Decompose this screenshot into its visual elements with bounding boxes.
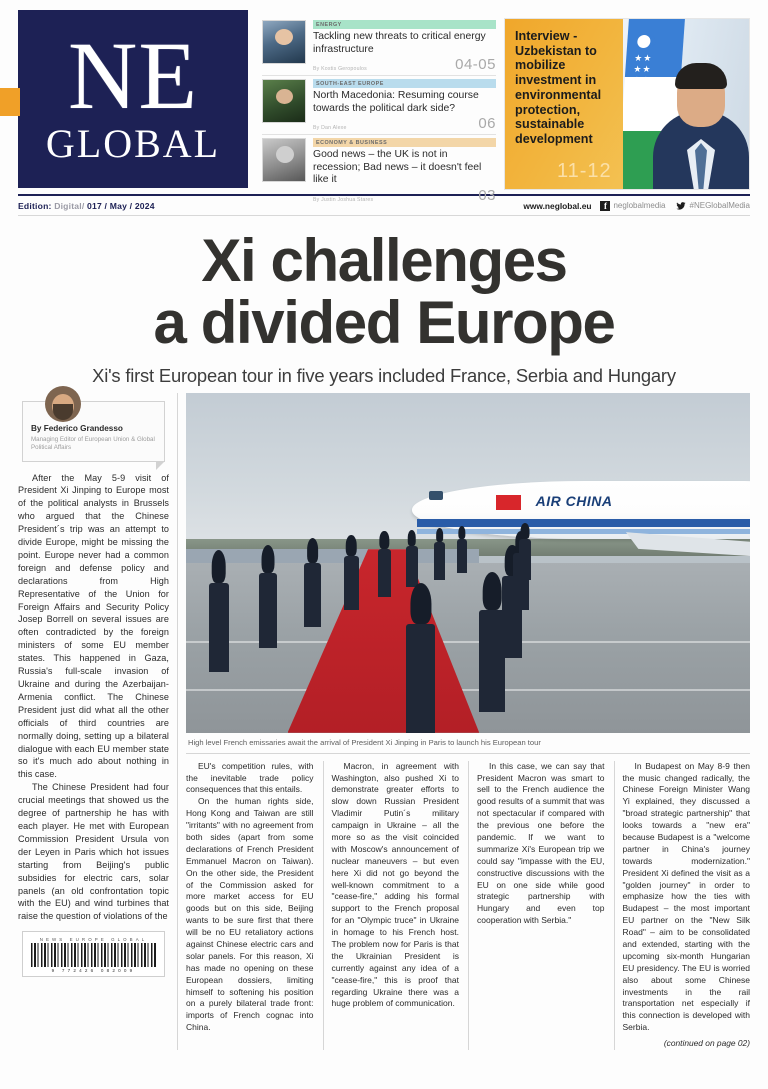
facebook-link[interactable]: [600, 201, 665, 211]
masthead-ne: NE: [68, 21, 198, 129]
article-paragraph: EU's competition rules, with the inevitable trade policy consequences that this entails.: [186, 760, 314, 795]
article-lower-columns: [186, 754, 750, 1050]
teaser-category-bar: [313, 138, 496, 147]
lead-photo: [186, 393, 750, 733]
edition-issue: 017 / May / 2024: [87, 200, 155, 211]
honor-guard: [434, 542, 445, 579]
promo-text-panel: [505, 19, 623, 189]
teaser-page-number: 04-05: [455, 56, 496, 74]
airplane-stripe-light: [417, 529, 750, 534]
avatar-beard: [53, 404, 73, 420]
main-content: [0, 393, 768, 1050]
website-link[interactable]: www.neglobal.eu: [523, 200, 592, 211]
teaser-category-bar: [313, 79, 496, 88]
teaser-byline: By Kostis Geropoulos: [313, 66, 367, 73]
page-headline: [0, 216, 768, 355]
article-column-4: [468, 761, 605, 1050]
barcode-number: 9 772426 082009: [51, 968, 136, 974]
article-column-5: [614, 761, 751, 1050]
teaser-item[interactable]: [262, 138, 496, 205]
author-card: [22, 401, 165, 462]
promo-photo: [623, 19, 749, 189]
barcode-top-text: NEWS EUROPE GLOBAL: [39, 937, 148, 943]
portrait-hair: [675, 63, 727, 89]
honor-guard: [304, 563, 320, 628]
article-paragraph: After the May 5-9 visit of President Xi Jinping to Europe most of the political analysts in Brussels who argued that the Chinese President´s trip was an attempt to divide Europe, might be missing the point. Europe never had a common foreign and defense policy and declarations from High Representative of the Union for Foreign Affairs and Security Policy Josep Borrell on several issues are often contradicted by the foreign ministers of some EU member states. This happened in Gaza, Russia's full-scale invasion of Ukraine and during the Azerbaijan-Armenia conflict. The Chinese President just did what all the other officials of third countries are normally doing, setting up a bilateral dialogue with each EU member state so it's much ado about nothing in this case.: [18, 472, 169, 780]
teaser-category-bar: [313, 20, 496, 29]
orange-accent-tab: [0, 88, 20, 116]
headline-subhead: Xi's first European tour in five years included France, Serbia and Hungary: [92, 364, 676, 386]
facebook-icon: f: [600, 201, 610, 211]
teaser-body: [313, 138, 496, 205]
article-paragraph: On the human rights side, Hong Kong and Taiwan are still "irritants" with no agreement from both sides (apart from some declarations of French President Emmanuel Macron on Taiwan). On the other side, the President of the Commission asked for more market access for EU goods but on this side, Beijing wants to be sure first that there will be no EU retaliatory actions against Chinese electric cars and solar panels. For this reason, Xi has made no opening on these European dossiers, limiting himself to softening his position on a purely bilateral trade front: imports of French cognac into China.: [186, 796, 314, 1033]
airplane-stripe: [417, 519, 750, 527]
teaser-list: [256, 10, 496, 205]
author-role: Managing Editor of European Union & Global Political Affairs: [31, 435, 155, 452]
edition-info: [18, 201, 155, 211]
honor-guard: [519, 539, 531, 580]
honor-guard: [457, 539, 467, 573]
article-paragraph: Macron, in agreement with Washington, also pushed Xi to demonstrate greater efforts to slow down Russian President Vladimir Putin´s military campaign in Ukraine – all the more so as the visit coincided with Moscow's announcement of nuclear maneuvers – but even here Xi did not go beyond the well-known commitment to a "cease-fire," adding his formal support to the French proposal for an "Olympic truce" in Ukraine in homage to his French host. The problem now for Paris is that the Ukrainian President is currently against any idea of a "cease-fire," this is proof that regarding Ukraine there was a huge problem of communication.: [331, 760, 459, 1009]
article-column-1: [18, 472, 169, 924]
honor-guard: [259, 573, 277, 648]
avatar: [45, 386, 81, 422]
article-column-3: [323, 761, 460, 1050]
teaser-title[interactable]: Good news – the UK is not in recession; Bad news – it doesn't feel like it: [313, 149, 482, 186]
edition-links: [523, 201, 750, 211]
edition-type: Digital/: [54, 200, 85, 211]
twitter-handle: #NEGlobalMedia: [689, 201, 750, 210]
author-name: By Federico Grandesso: [31, 423, 123, 433]
promo-headline: Interview - Uzbekistan to mobilize investment in environmental protection, sustainable development: [515, 29, 602, 147]
teaser-item[interactable]: [262, 20, 496, 76]
teaser-category-label: SOUTH-EAST EUROPE: [316, 80, 384, 87]
teaser-thumbnail: [262, 138, 306, 182]
honor-guard: [406, 624, 435, 733]
honor-guard: [378, 549, 391, 597]
honor-guard: [406, 546, 418, 587]
masthead-logo[interactable]: [18, 10, 248, 188]
teaser-title[interactable]: North Macedonia: Resuming course towards the political dark side?: [313, 90, 479, 114]
headline-line-1: Xi challenges: [201, 227, 567, 294]
headline-line-2: a divided Europe: [153, 289, 615, 357]
article-paragraph: The Chinese President had four crucial meetings that showed us the degree of partnership he has with each player. He met with European Commission President Ursula von der Leyen in Paris which hot issues starting from Beijing's public subsidies for electric cars, solar panels (an old confrontation topic with the EU) and wind turbines that raise the question of violations of the: [18, 782, 169, 922]
teaser-body: [313, 20, 496, 72]
teaser-title[interactable]: Tackling new threats to critical energy infrastructure: [313, 31, 486, 55]
portrait-figure: [649, 39, 749, 189]
teaser-footer: [313, 57, 496, 72]
teaser-thumbnail: [262, 79, 306, 123]
teaser-thumbnail: [262, 20, 306, 64]
page-header: [0, 0, 768, 205]
teaser-body: [313, 79, 496, 131]
flag-stars: ★★ ★★ ★★: [632, 53, 653, 85]
honor-guard: [344, 556, 359, 610]
left-column: [18, 393, 178, 1050]
photo-caption: High level French emissaries await the arrival of President Xi Jinping in Paris to launch his European tour: [186, 733, 750, 754]
teaser-category-label: ECONOMY & BUSINESS: [316, 139, 388, 146]
barcode: [22, 931, 165, 977]
interview-promo[interactable]: [504, 18, 750, 190]
promo-page-number: 11-12: [557, 160, 612, 182]
airline-name: AIR CHINA: [535, 493, 613, 510]
teaser-item[interactable]: [262, 79, 496, 135]
main-column: [178, 393, 750, 1050]
continued-note: (continued on page 02): [663, 1038, 750, 1049]
masthead-global: GLOBAL: [45, 121, 221, 167]
edition-label: Edition:: [18, 200, 52, 211]
masthead-wrapper: [18, 10, 248, 190]
facebook-handle: neglobalmedia: [613, 201, 666, 210]
honor-guard: [209, 583, 229, 671]
teaser-category-label: ENERGY: [316, 21, 342, 28]
barcode-bars: [31, 943, 156, 967]
teaser-byline: By Justin Joshua Stares: [313, 197, 374, 204]
twitter-link[interactable]: [675, 201, 750, 211]
twitter-icon: [675, 201, 687, 211]
article-paragraph: In Budapest on May 8-9 then the music changed radically, the Chinese Foreign Minister Wang Yi explained, they discussed a "broad strategic partnership" that looks towards a "new era" because Budapest is a "welcome partner in China's journey towards modernization." President Xi defined the visit as a "golden journey" in order to emphasize how the ties with Budapest – the most important EU partner on the "New Silk Road" – aim to be consolidated and extended, starting with the upcoming six-month Hungarian EU presidency. The EU is worried also about some Chinese investments in the rail transportation net especially if this connection is developed with Serbia.: [622, 760, 750, 1033]
teaser-page-number: 06: [478, 115, 496, 133]
teaser-byline: By Dan Alexe: [313, 125, 347, 132]
teaser-footer: [313, 116, 496, 131]
article-column-2: [186, 761, 314, 1050]
china-flag-icon: [496, 495, 521, 510]
teaser-footer: [313, 188, 496, 203]
airplane-cockpit-window: [429, 491, 444, 499]
teaser-page-number: 03: [478, 187, 496, 205]
article-paragraph: In this case, we can say that President Macron was smart to sell to the French audience the good results of a summit that was not spectacular if compared with the previous one before the pandemic. If we want to summarize Xi's European trip we could say "impasse with the EU, constructive discussions with the EU on one side while good strategic partnership with Hungary and even top cooperation with Serbia.": [477, 760, 605, 926]
